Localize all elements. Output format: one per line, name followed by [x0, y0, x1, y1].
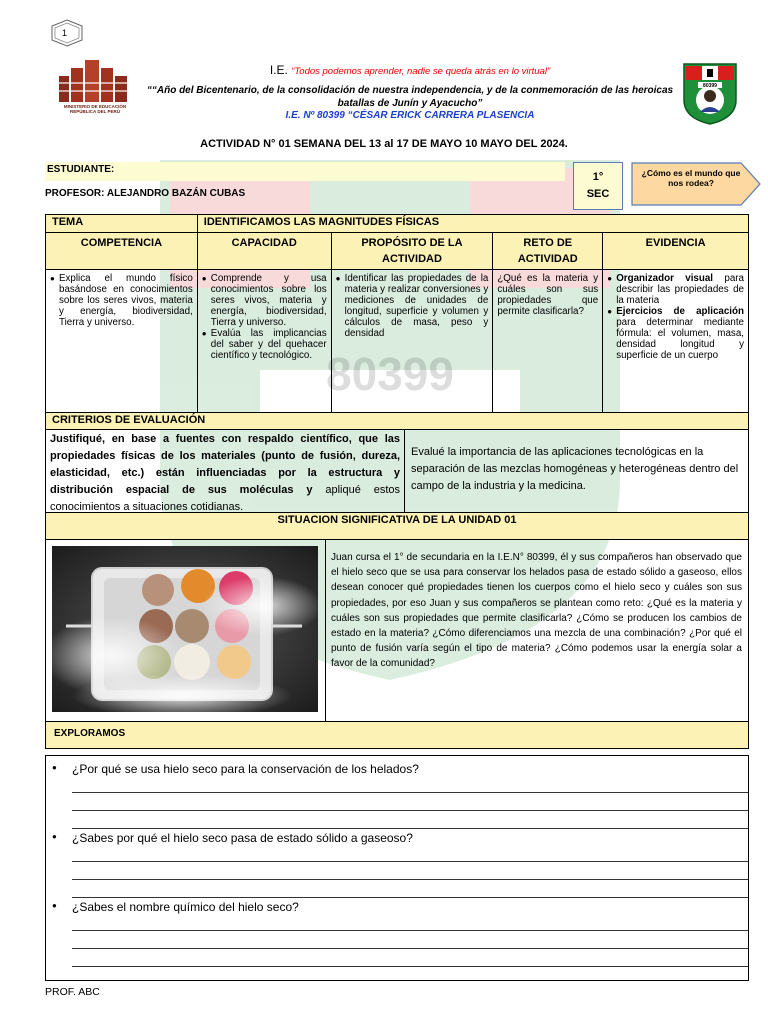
proposito-cell: [331, 270, 493, 414]
criterion-2: Evalué la importancia de las aplicaciones tecnológicas en la separación de las mezclas homogéneas y heterogéneas dentro del campo de la industria y la medicina.: [405, 430, 749, 518]
activity-title: ACTIVIDAD N° 01 SEMANA DEL 13 al 17 DE MAYO 10 MAYO DEL 2024.: [200, 138, 568, 150]
evidencia-item-text: para determinar mediante fórmula: el volumen, masa, densidad longitud y superficie de un cuerpo: [616, 317, 744, 361]
answer-line[interactable]: [72, 879, 748, 880]
questions-box: [45, 755, 749, 981]
school-crest-number: 80399: [703, 83, 717, 89]
watermark-number: 80399: [326, 348, 454, 400]
grade-box: [573, 162, 623, 210]
teacher-label: PROFESOR: ALEJANDRO BAZÁN CUBAS: [45, 188, 246, 199]
evidencia-item-title: Organizador visual: [616, 273, 714, 284]
criterion-1-text: Justifiqué, en base a fuentes con respaldo científico, que las propiedades físicas de los materiales (punto de fusión, dureza, elasticidad, etc.) están influenciadas por la estructura y distribución espacial de sus moléculas y: [50, 433, 400, 496]
answer-line[interactable]: [72, 948, 748, 949]
evidencia-item: [607, 306, 744, 361]
situation-table: [45, 512, 749, 724]
bullet-icon: ●: [52, 901, 57, 910]
capacidad-cell: [197, 270, 331, 414]
question-text: ¿Sabes el nombre químico del hielo seco?: [72, 900, 299, 914]
col-competencia: COMPETENCIA: [46, 233, 198, 270]
question-tag-text: ¿Cómo es el mundo que nos rodea?: [641, 168, 741, 188]
evidencia-item-text: para describir las propiedades de la materia: [616, 273, 744, 306]
situation-heading: SITUACION SIGNIFICATIVA DE LA UNIDAD 01: [46, 513, 749, 540]
reto-cell: ¿Qué es la materia y cuáles son sus propiedades que permite clasificarla?: [493, 270, 603, 414]
ministry-logo-icon: [55, 58, 135, 104]
ministry-logo: [55, 58, 135, 120]
col-proposito: PROPÓSITO DE LA ACTIVIDAD: [331, 233, 493, 270]
answer-line[interactable]: [72, 897, 748, 898]
header-school-name: I.E. Nº 80399 “CÉSAR ERICK CARRERA PLASENCIA: [285, 110, 535, 121]
capacidad-item: ● Comprende y usa conocimientos sobre los seres vivos, materia y energía, biodiversidad, Tierra y universo.: [202, 273, 327, 328]
evidencia-item-title: Ejercicios de aplicación: [616, 306, 744, 317]
situation-text: Juan cursa el 1° de secundaria en la I.E.N° 80399, él y sus compañeros han observado que el hielo seco que se usa para conservar los helados pasa de estado sólido a gaseoso, ellos desean conocer qué propiedades tienen los cuerpos como el hielo seco y cuáles son sus propiedades, por eso Juan y sus compañeros se plantean como reto: ¿Qué es la materia y cuáles son sus propiedades que permite clasificarla? ¿Cómo se producen los cambios de estado en la materia? ¿Cómo diferenciamos una mezcla de una combinación? ¿Por qué el punto de fusión varía según el tipo de materia? ¿Cómo podemos usar la energía solar a favor de la comunidad?: [326, 540, 749, 724]
tema-value: IDENTIFICAMOS LAS MAGNITUDES FÍSICAS: [197, 215, 748, 233]
answer-line[interactable]: [72, 792, 748, 793]
header-line-1: [140, 63, 680, 77]
criterion-1-tail: apliqué estos conocimientos a situaciones cotidianas.: [50, 484, 400, 513]
answer-line[interactable]: [72, 828, 748, 829]
col-reto: RETO DE ACTIVIDAD: [493, 233, 603, 270]
col-evidencia: EVIDENCIA: [603, 233, 749, 270]
question-text: ¿Sabes por qué el hielo seco pasa de estado sólido a gaseoso?: [72, 831, 413, 845]
answer-line[interactable]: [72, 930, 748, 931]
school-crest-icon: [680, 60, 740, 126]
student-field[interactable]: [45, 162, 565, 181]
evidencia-item: [607, 273, 744, 306]
proposito-item: ● Identificar las propiedades de la materia y realizar conversiones y mediciones de unidades de longitud, superficie y volumen y cálculos de masa, peso y densidad: [336, 273, 489, 339]
page-number: 1: [62, 28, 68, 38]
grade-number: 1°: [592, 171, 604, 183]
header-motto: “Todos podemos aprender, nadie se queda atrás en lo virtual”: [291, 66, 551, 77]
ministry-logo-caption: MINISTERIO DE EDUCACIÓN REPÚBLICA DEL PERÚ: [63, 104, 127, 114]
explore-heading: EXPLORAMOS: [45, 721, 749, 749]
page-number-badge: [48, 18, 86, 48]
bullet-icon: ●: [52, 832, 57, 841]
question-text: ¿Por qué se usa hielo seco para la conservación de los helados?: [72, 762, 419, 776]
answer-line[interactable]: [72, 966, 748, 967]
ice-cream-photo-cell: [46, 540, 326, 724]
ice-cream-dry-ice-photo: [52, 546, 318, 712]
answer-line[interactable]: [72, 861, 748, 862]
header-year-title: ““Año del Bicentenario, de la consolidación de nuestra independencia, y de la conmemoración de las heroicas batallas de Junín y Ayacucho”: [146, 85, 674, 109]
student-label: ESTUDIANTE:: [47, 164, 115, 175]
criteria-heading: CRITERIOS DE EVALUACIÓN: [46, 413, 749, 430]
criteria-table: [45, 412, 749, 518]
tema-label: TEMA: [46, 215, 198, 233]
bullet-icon: ●: [52, 763, 57, 772]
capacidad-item: ● Evalúa las implicancias del saber y del quehacer científico y tecnológico.: [202, 328, 327, 361]
activity-table: [45, 214, 749, 414]
school-crest: [680, 60, 740, 126]
evidencia-cell: [603, 270, 749, 414]
criterion-1: [46, 430, 405, 518]
question-tag: [631, 162, 761, 206]
competencia-cell: [46, 270, 198, 414]
footer-teacher: PROF. ABC: [45, 986, 100, 998]
answer-line[interactable]: [72, 810, 748, 811]
header-ie: I.E.: [269, 63, 288, 77]
grade-level: SEC: [586, 188, 610, 200]
competencia-item: ● Explica el mundo físico basándose en conocimientos sobre los seres vivos, materia y energía, biodiversidad, Tierra y universo.: [50, 273, 193, 328]
col-capacidad: CAPACIDAD: [197, 233, 331, 270]
